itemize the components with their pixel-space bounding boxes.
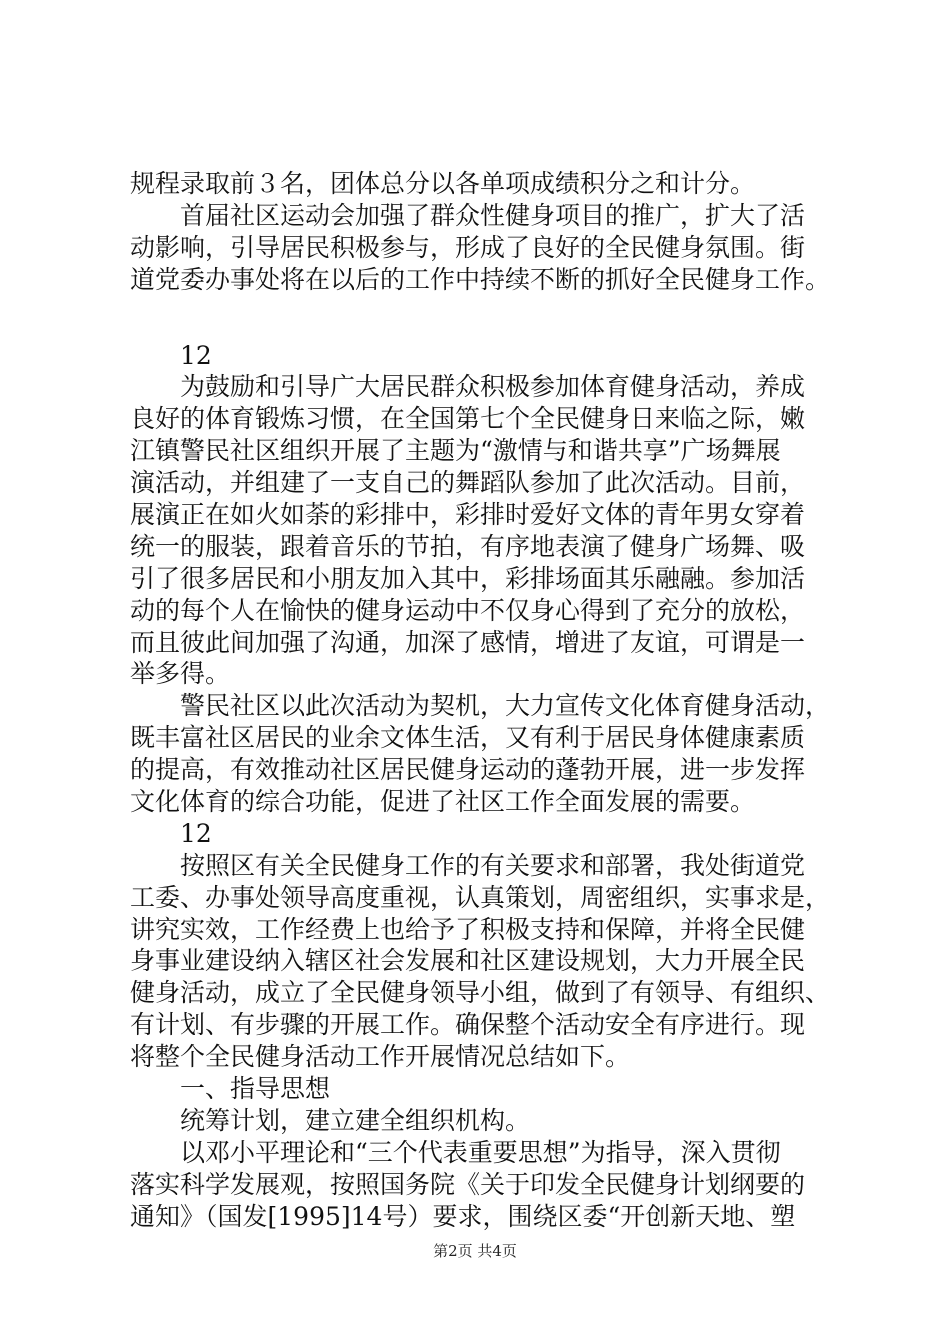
text-line: 落实科学发展观，按照国务院《关于印发全民健身计划纲要的 (130, 1169, 806, 1199)
text-line: 工委、办事处领导高度重视，认真策划，周密组织，实事求是， (130, 882, 831, 912)
text-line: 讲究实效，工作经费上也给予了积极支持和保障，并将全民健 (130, 914, 806, 944)
text-line: 将整个全民健身活动工作开展情况总结如下。 (130, 1042, 631, 1072)
section-heading: 一、指导思想 (180, 1074, 331, 1104)
text-line: 通知》（国发[1995]14号）要求，围绕区委“开创新天地、塑 (130, 1201, 796, 1231)
section-number: 12 (180, 340, 212, 370)
section-number: 12 (180, 818, 212, 848)
text-line: 警民社区以此次活动为契机，大力宣传文化体育健身活动， (180, 691, 831, 721)
text-line: 有计划、有步骤的开展工作。确保整个活动安全有序进行。现 (130, 1010, 806, 1040)
text-line: 动的每个人在愉快的健身运动中不仅身心得到了充分的放松， (130, 595, 806, 625)
paragraph-gap (130, 296, 845, 340)
text-line: 以邓小平理论和“三个代表重要思想”为指导，深入贯彻 (180, 1137, 781, 1167)
text-line: 文化体育的综合功能，促进了社区工作全面发展的需要。 (130, 787, 756, 817)
text-line: 展演正在如火如荼的彩排中，彩排时爱好文体的青年男女穿着 (130, 500, 806, 530)
text-line: 道党委办事处将在以后的工作中持续不断的抓好全民健身工作。 (130, 264, 831, 294)
text-line: 动影响，引导居民积极参与，形成了良好的全民健身氛围。街 (130, 232, 806, 262)
text-line: 身事业建设纳入辖区社会发展和社区建设规划，大力开展全民 (130, 946, 806, 976)
text-line: 良好的体育锻炼习惯，在全国第七个全民健身日来临之际，嫩 (130, 404, 806, 434)
text-line: 既丰富社区居民的业余文体生活，又有利于居民身体健康素质 (130, 723, 806, 753)
text-line: 规程录取前３名，团体总分以各单项成绩积分之和计分。 (130, 169, 756, 198)
text-line: 江镇警民社区组织开展了主题为“激情与和谐共享”广场舞展 (130, 436, 781, 466)
text-line: 的提高，有效推动社区居民健身运动的蓬勃开展，进一步发挥 (130, 755, 806, 785)
text-line: 健身活动，成立了全民健身领导小组，做到了有领导、有组织、 (130, 978, 831, 1008)
document-body (130, 168, 845, 1233)
text-line: 演活动，并组建了一支自己的舞蹈队参加了此次活动。目前， (130, 468, 806, 498)
text-line: 首届社区运动会加强了群众性健身项目的推广，扩大了活 (180, 200, 806, 230)
text-line: 引了很多居民和小朋友加入其中，彩排场面其乐融融。参加活 (130, 563, 806, 593)
text-line: 统一的服装，跟着音乐的节拍，有序地表演了健身广场舞、吸 (130, 531, 806, 561)
text-line: 为鼓励和引导广大居民群众积极参加体育健身活动，养成 (180, 372, 806, 402)
text-line: 统筹计划，建立建全组织机构。 (180, 1105, 531, 1135)
page-footer: 第2页 共4页 (433, 1242, 517, 1260)
text-line: 而且彼此间加强了沟通，加深了感情，增进了友谊，可谓是一 (130, 627, 806, 657)
text-line: 按照区有关全民健身工作的有关要求和部署，我处街道党 (180, 850, 806, 880)
text-line: 举多得。 (130, 659, 231, 689)
